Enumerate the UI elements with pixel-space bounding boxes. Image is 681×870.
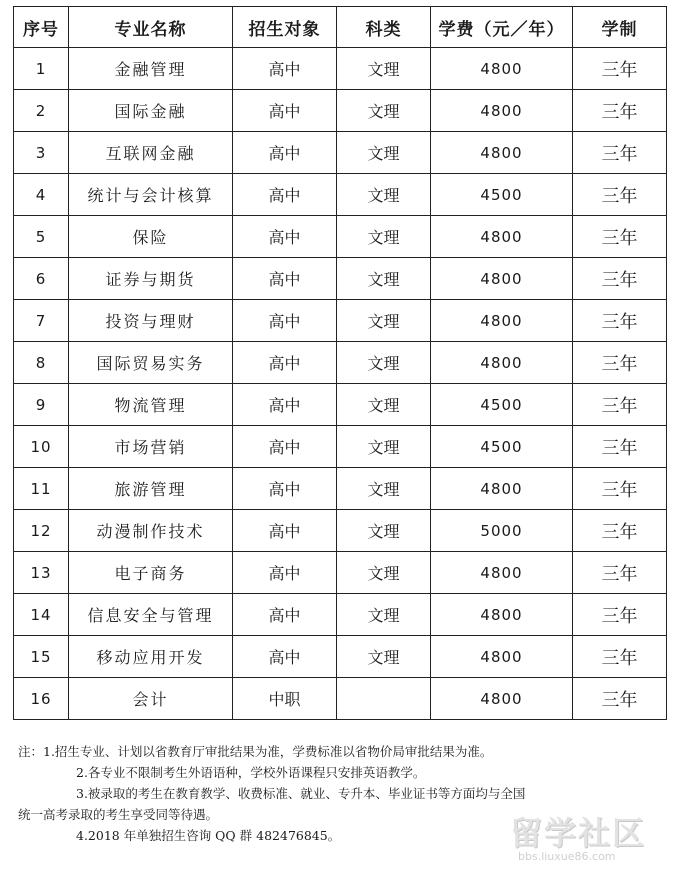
cell-index: 14 — [14, 594, 69, 636]
cell-duration: 三年 — [573, 90, 667, 132]
note-line-3: 3.被录取的考生在教育教学、收费标准、就业、专升本、毕业证书等方面均与全国 — [76, 786, 526, 801]
cell-target: 高中 — [233, 342, 337, 384]
cell-duration: 三年 — [573, 132, 667, 174]
cell-target: 高中 — [233, 510, 337, 552]
cell-duration: 三年 — [573, 384, 667, 426]
cell-category: 文理 — [337, 636, 431, 678]
cell-duration: 三年 — [573, 216, 667, 258]
cell-tuition: 4800 — [431, 216, 573, 258]
cell-duration: 三年 — [573, 342, 667, 384]
cell-category: 文理 — [337, 90, 431, 132]
table-row — [14, 216, 667, 258]
cell-major: 移动应用开发 — [69, 636, 233, 678]
cell-major: 证券与期货 — [69, 258, 233, 300]
cell-target: 中职 — [233, 678, 337, 720]
cell-major: 国际金融 — [69, 90, 233, 132]
cell-target: 高中 — [233, 258, 337, 300]
col-header-tuition: 学费（元／年） — [431, 7, 573, 48]
cell-index: 12 — [14, 510, 69, 552]
cell-category: 文理 — [337, 510, 431, 552]
cell-category: 文理 — [337, 48, 431, 90]
cell-category — [337, 678, 431, 720]
watermark-url: bbs.liuxue86.com — [518, 850, 616, 863]
admissions-table — [13, 6, 667, 720]
cell-index: 8 — [14, 342, 69, 384]
cell-major: 物流管理 — [69, 384, 233, 426]
cell-tuition: 4800 — [431, 300, 573, 342]
cell-major: 投资与理财 — [69, 300, 233, 342]
cell-index: 3 — [14, 132, 69, 174]
table-row — [14, 90, 667, 132]
cell-target: 高中 — [233, 132, 337, 174]
cell-tuition: 4800 — [431, 678, 573, 720]
note-line-4: 统一高考录取的考生享受同等待遇。 — [18, 807, 219, 822]
note-line-1: 注：1.招生专业、计划以省教育厅审批结果为准，学费标准以省物价局审批结果为准。 — [18, 744, 493, 759]
cell-target: 高中 — [233, 216, 337, 258]
col-header-major: 专业名称 — [69, 7, 233, 48]
cell-major: 市场营销 — [69, 426, 233, 468]
note-line-5: 4.2018 年单独招生咨询 QQ 群 482476845。 — [76, 828, 341, 843]
cell-category: 文理 — [337, 426, 431, 468]
cell-category: 文理 — [337, 132, 431, 174]
cell-target: 高中 — [233, 594, 337, 636]
cell-tuition: 4800 — [431, 258, 573, 300]
cell-major: 国际贸易实务 — [69, 342, 233, 384]
cell-category: 文理 — [337, 594, 431, 636]
cell-major: 保险 — [69, 216, 233, 258]
table-row — [14, 468, 667, 510]
cell-target: 高中 — [233, 636, 337, 678]
cell-index: 5 — [14, 216, 69, 258]
cell-category: 文理 — [337, 384, 431, 426]
table-row — [14, 426, 667, 468]
cell-duration: 三年 — [573, 636, 667, 678]
cell-major: 统计与会计核算 — [69, 174, 233, 216]
cell-category: 文理 — [337, 300, 431, 342]
cell-target: 高中 — [233, 300, 337, 342]
table-row — [14, 48, 667, 90]
cell-tuition: 4500 — [431, 174, 573, 216]
cell-category: 文理 — [337, 216, 431, 258]
cell-duration: 三年 — [573, 552, 667, 594]
cell-target: 高中 — [233, 90, 337, 132]
cell-category: 文理 — [337, 174, 431, 216]
cell-index: 13 — [14, 552, 69, 594]
cell-duration: 三年 — [573, 678, 667, 720]
cell-category: 文理 — [337, 258, 431, 300]
cell-major: 动漫制作技术 — [69, 510, 233, 552]
cell-major: 金融管理 — [69, 48, 233, 90]
cell-tuition: 4800 — [431, 468, 573, 510]
cell-tuition: 4800 — [431, 90, 573, 132]
cell-category: 文理 — [337, 468, 431, 510]
cell-duration: 三年 — [573, 594, 667, 636]
cell-major: 互联网金融 — [69, 132, 233, 174]
col-header-category: 科类 — [337, 7, 431, 48]
cell-index: 11 — [14, 468, 69, 510]
table-row — [14, 342, 667, 384]
table-row — [14, 594, 667, 636]
cell-duration: 三年 — [573, 258, 667, 300]
cell-tuition: 4500 — [431, 426, 573, 468]
cell-index: 1 — [14, 48, 69, 90]
watermark-title: 留学社区 — [510, 814, 647, 852]
cell-target: 高中 — [233, 468, 337, 510]
cell-index: 10 — [14, 426, 69, 468]
cell-duration: 三年 — [573, 426, 667, 468]
cell-tuition: 4800 — [431, 132, 573, 174]
cell-major: 电子商务 — [69, 552, 233, 594]
cell-tuition: 4800 — [431, 636, 573, 678]
cell-index: 4 — [14, 174, 69, 216]
table-body — [14, 48, 667, 720]
watermark-logo — [510, 808, 675, 866]
cell-index: 16 — [14, 678, 69, 720]
cell-index: 15 — [14, 636, 69, 678]
table-row — [14, 510, 667, 552]
cell-index: 2 — [14, 90, 69, 132]
cell-target: 高中 — [233, 48, 337, 90]
cell-duration: 三年 — [573, 48, 667, 90]
table-row — [14, 300, 667, 342]
cell-index: 6 — [14, 258, 69, 300]
cell-tuition: 4800 — [431, 594, 573, 636]
cell-tuition: 4800 — [431, 552, 573, 594]
col-header-index: 序号 — [14, 7, 69, 48]
cell-target: 高中 — [233, 426, 337, 468]
cell-duration: 三年 — [573, 174, 667, 216]
table-row — [14, 258, 667, 300]
cell-tuition: 5000 — [431, 510, 573, 552]
cell-major: 会计 — [69, 678, 233, 720]
cell-category: 文理 — [337, 552, 431, 594]
cell-tuition: 4800 — [431, 342, 573, 384]
cell-target: 高中 — [233, 174, 337, 216]
table-row — [14, 132, 667, 174]
table-row — [14, 552, 667, 594]
cell-major: 信息安全与管理 — [69, 594, 233, 636]
cell-duration: 三年 — [573, 510, 667, 552]
cell-category: 文理 — [337, 342, 431, 384]
cell-target: 高中 — [233, 384, 337, 426]
cell-tuition: 4500 — [431, 384, 573, 426]
table-row — [14, 174, 667, 216]
col-header-target: 招生对象 — [233, 7, 337, 48]
table-row — [14, 678, 667, 720]
table-row — [14, 384, 667, 426]
cell-index: 7 — [14, 300, 69, 342]
cell-index: 9 — [14, 384, 69, 426]
header-row — [14, 7, 667, 48]
cell-duration: 三年 — [573, 300, 667, 342]
note-line-2: 2.各专业不限制考生外语语种，学校外语课程只安排英语教学。 — [76, 765, 426, 780]
col-header-duration: 学制 — [573, 7, 667, 48]
cell-major: 旅游管理 — [69, 468, 233, 510]
table-row — [14, 636, 667, 678]
cell-target: 高中 — [233, 552, 337, 594]
cell-duration: 三年 — [573, 468, 667, 510]
cell-tuition: 4800 — [431, 48, 573, 90]
